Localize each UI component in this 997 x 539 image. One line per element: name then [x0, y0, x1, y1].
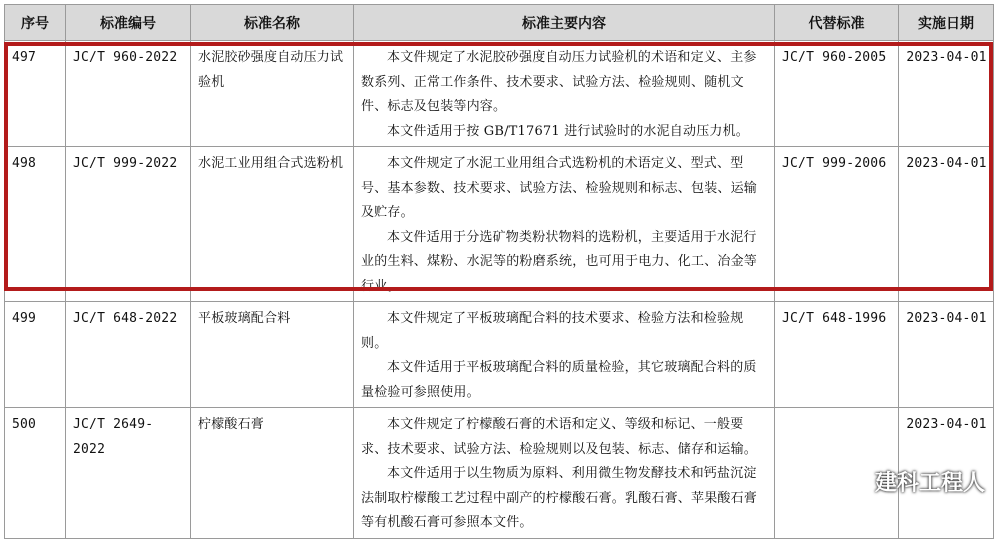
row-code: JC/T 648-2022 — [66, 302, 191, 408]
header-code: 标准编号 — [66, 5, 191, 41]
row-replaces: JC/T 960-2005 — [775, 41, 899, 147]
wechat-icon — [835, 468, 869, 496]
row-name: 平板玻璃配合料 — [191, 302, 354, 408]
header-replaces: 代替标准 — [775, 5, 899, 41]
row-date: 2023-04-01 — [899, 41, 994, 147]
table-row — [5, 41, 994, 147]
table-row — [5, 147, 994, 302]
row-code: JC/T 960-2022 — [66, 41, 191, 147]
row-code: JC/T 2649-2022 — [66, 408, 191, 539]
row-content: 本文件规定了平板玻璃配合料的技术要求、检验方法和检验规则。 本文件适用于平板玻璃配合料的质量检验，其它玻璃配合料的质量检验可参照使用。 — [354, 302, 775, 408]
header-serial: 序号 — [5, 5, 66, 41]
row-name: 柠檬酸石膏 — [191, 408, 354, 539]
row-serial: 497 — [5, 41, 66, 147]
row-serial: 500 — [5, 408, 66, 539]
row-content: 本文件规定了水泥胶砂强度自动压力试验机的术语和定义、主参数系列、正常工作条件、技术要求、试验方法、检验规则、随机文件、标志及包装等内容。 本文件适用于按 GB/T17671 进行试验时的水泥自动压力机。 — [354, 41, 775, 147]
header-content: 标准主要内容 — [354, 5, 775, 41]
table-row — [5, 302, 994, 408]
row-serial: 499 — [5, 302, 66, 408]
row-name: 水泥胶砂强度自动压力试验机 — [191, 41, 354, 147]
row-code: JC/T 999-2022 — [66, 147, 191, 302]
row-content: 本文件规定了柠檬酸石膏的术语和定义、等级和标记、一般要求、技术要求、试验方法、检验规则以及包装、标志、储存和运输。 本文件适用于以生物质为原料、利用微生物发酵技术和钙盐沉淀法制取柠檬酸工艺过程中副产的柠檬酸石膏。乳酸石膏、苹果酸石膏等有机酸石膏可参照本文件。 — [354, 408, 775, 539]
row-date: 2023-04-01 — [899, 147, 994, 302]
standards-table — [4, 4, 994, 539]
watermark — [835, 466, 985, 497]
row-date: 2023-04-01 — [899, 408, 994, 539]
row-date: 2023-04-01 — [899, 302, 994, 408]
watermark-text: 建科工程人 — [874, 471, 985, 496]
row-replaces: JC/T 648-1996 — [775, 302, 899, 408]
row-name: 水泥工业用组合式选粉机 — [191, 147, 354, 302]
header-name: 标准名称 — [191, 5, 354, 41]
row-content: 本文件规定了水泥工业用组合式选粉机的术语定义、型式、型号、基本参数、技术要求、试验方法、检验规则和标志、包装、运输及贮存。 本文件适用于分选矿物类粉状物料的选粉机，主要适用于水泥行业的生料、煤粉、水泥等的粉磨系统，也可用于电力、化工、冶金等行业。 — [354, 147, 775, 302]
header-date: 实施日期 — [899, 5, 994, 41]
row-replaces: JC/T 999-2006 — [775, 147, 899, 302]
table-header-row — [5, 5, 994, 41]
row-serial: 498 — [5, 147, 66, 302]
